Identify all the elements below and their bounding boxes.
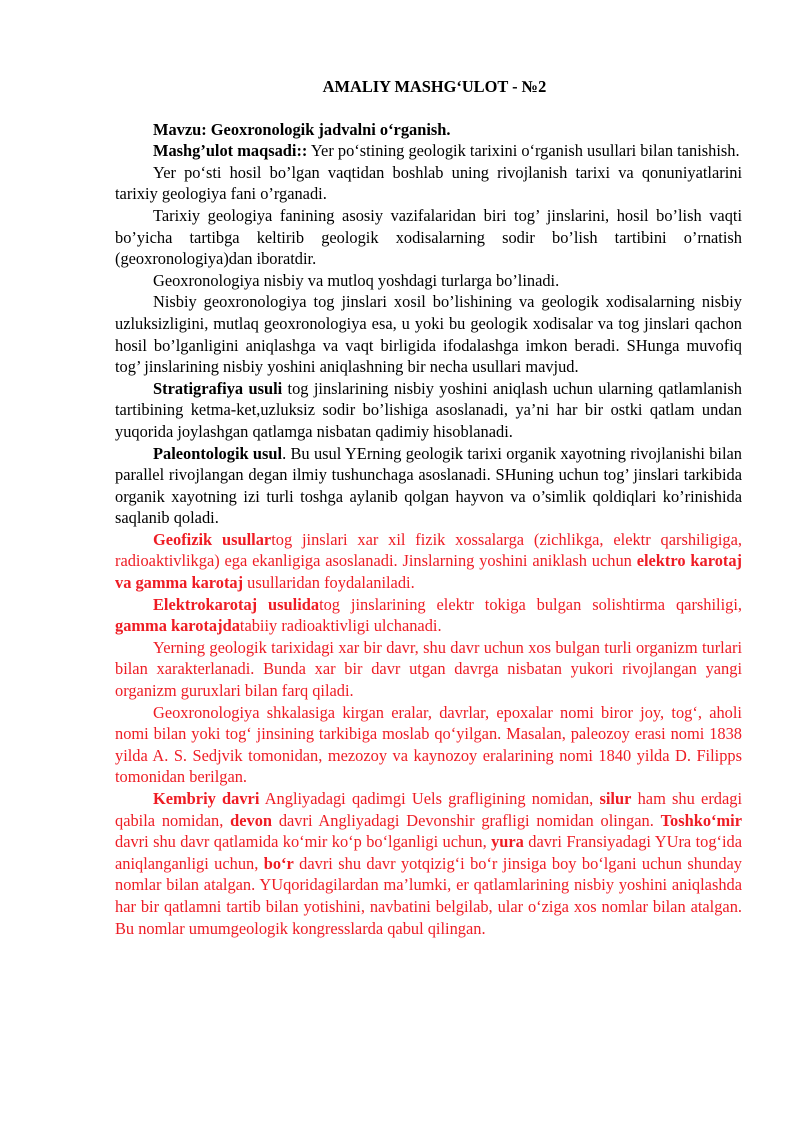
paragraph-2: Tarixiy geologiya fanining asosiy vazifalaridan biri tog’ jinslarini, hosil bo’lish vaqti bo’yicha tartibga keltirib geologik xodisalarning sodir bo’lish tartibini o’rnatish (geoxronologiya)dan iboratdir.	[115, 205, 742, 269]
paragraph-4: Nisbiy geoxronologiya tog jinslari xosil bo’lishining va geologik xodisalarning nisbiy uzluksizligini, mutlaq geoxronologiya esa, u yoki bu geologik xodisalar va tog jinslari qachon hosil bo’lganligini aniqlashga va vaqt birligida ifodalashga imkon beradi. SHunga muvofiq tog’ jinslarining nisbiy yoshini aniqlashning bir necha usullari mavjud.	[115, 292, 742, 377]
period-term-jurassic: yura	[491, 832, 524, 852]
period-term-cambrian: Kembriy davri	[153, 789, 260, 808]
paragraph-electrocarotage	[115, 594, 742, 637]
periods-text-4: davri shu davr qatlamida ko‘mir ko‘p bo‘lganligi uchun,	[115, 832, 492, 852]
period-term-devon: devon	[230, 810, 273, 830]
electrocarotage-term: Elektrokarotaj usulida	[153, 594, 320, 614]
period-term-silur: silur	[599, 789, 632, 808]
periods-text-5: davri Fransiyadagi YUra tog‘ida aniqlanganligi uchun,	[115, 832, 742, 873]
goal-label: Mashg’ulot maqsadi::	[153, 141, 308, 161]
paragraph-9: Yerning geologik tarixidagi xar bir davr, shu davr uchun xos bulgan turli organizm turlari bilan xarakterlanadi. Bunda xar bir davr utgan davrga nisbatan yukori rivojlangan yangi organizm guruxlari bilan farq qiladi.	[115, 637, 742, 701]
paleontology-text: . Bu usul YErning geologik tarixi organik xayotning rivojlanishi bilan parallel rivojlangan degan ilmiy tushunchaga asoslanadi. SHuning uchun tog’ jinslari tarkibida organik xayotning izi turli toshga aylanib qolgan hayvon va o’simlik qoldiqlari ko’rinishida saqlanib qoladi.	[115, 443, 742, 528]
geophysics-text-1: tog jinslari xar xil fizik xossalarga (zichlikga, elektr qarshiligiga, radioaktivlikga) ega ekanligiga asoslanadi. Jinslarning yoshini aniklash uchun	[115, 529, 742, 571]
geophysics-term-2: elektro karotaj va gamma karotaj	[115, 551, 742, 593]
paragraph-paleontology	[115, 443, 742, 529]
paragraph-10: Geoxronologiya shkalasiga kirgan eralar, davrlar, epoxalar nomi biror joy, tog‘, aholi nomi bilan yoki tog‘ jinsining tarkibiga moslab qo‘yilgan. Masalan, paleozoy erasi nomi 1838 yilda A. S. Sedjvik tomonidan, mezozoy va kaynozoy eralarining nomi 1840 yilda D. Filipps tomonidan berilgan.	[115, 702, 742, 787]
paleontology-term: Paleontologik usul	[153, 443, 283, 463]
goal-text: Yer po‘stining geologik tarixini o‘rganish usullari bilan tanishish.	[307, 141, 740, 161]
stratigraphy-term: Stratigrafiya usuli	[153, 378, 283, 398]
goal-paragraph	[115, 140, 742, 162]
topic-text: Mavzu: Geoxronologik jadvalni o‘rganish.	[153, 119, 451, 139]
gamma-carotage-term: gamma karotajda	[115, 616, 240, 636]
period-term-cretaceous: bo‘r	[263, 853, 294, 873]
periods-text-6: davri shu davr yotqizig‘i bo‘r jinsiga boy bo‘lgani uchun shunday nomlar bilan atalgan. YUqoridagilardan ma’lumki, er qatlamlarining nisbiy yoshini aniqlashda har bir qatlamni tartib bilan yotishini, navbatini belgilab, ular o‘ziga xos nomlar bilan atalgan. Bu nomlar umumgeologik kongresslarda qabul qilingan.	[115, 853, 742, 938]
paragraph-stratigraphy	[115, 378, 742, 443]
periods-text-1: Angliyadagi qadimgi Uels grafligining nomidan,	[259, 789, 600, 808]
electrocarotage-text-1: tog jinslarining elektr tokiga bulgan solishtirma qarshiligi,	[319, 594, 742, 614]
geophysics-text-2: usullaridan foydalaniladi.	[243, 573, 415, 593]
electrocarotage-text-2: tabiiy radioaktivligi ulchanadi.	[239, 616, 442, 636]
stratigraphy-text: tog jinslarining nisbiy yoshini aniqlash uchun ularning qatlamlanish tartibining ketma-ket,uzluksiz sodir bo’lishiga asoslanadi, ya’ni har bir ostki qatlam undan yuqorida joylashgan qatlamga nisbatan qadimiy hisoblanadi.	[115, 378, 742, 441]
paragraph-geophysics	[115, 529, 742, 594]
paragraph-3: Geoxronologiya nisbiy va mutloq yoshdagi turlarga bo’linadi.	[153, 270, 560, 290]
document-page	[115, 76, 742, 939]
topic-paragraph	[115, 119, 742, 141]
geophysics-term: Geofizik usullar	[153, 529, 272, 549]
periods-text-2: ham shu erdagi qabila nomidan,	[115, 789, 742, 830]
paragraph-1: Yer po‘sti hosil bo’lgan vaqtidan boshlab uning rivojlanish tarixi va qonuniyatlarini tarixiy geologiya fani o’rganadi.	[115, 162, 742, 204]
page-title: AMALIY MASHG‘ULOT - №2	[322, 77, 547, 96]
paragraph-periods	[115, 788, 742, 939]
period-term-carboniferous: Toshko‘mir	[660, 810, 742, 830]
periods-text-3: davri Angliyadagi Devonshir grafligi nomidan olingan.	[272, 810, 661, 830]
